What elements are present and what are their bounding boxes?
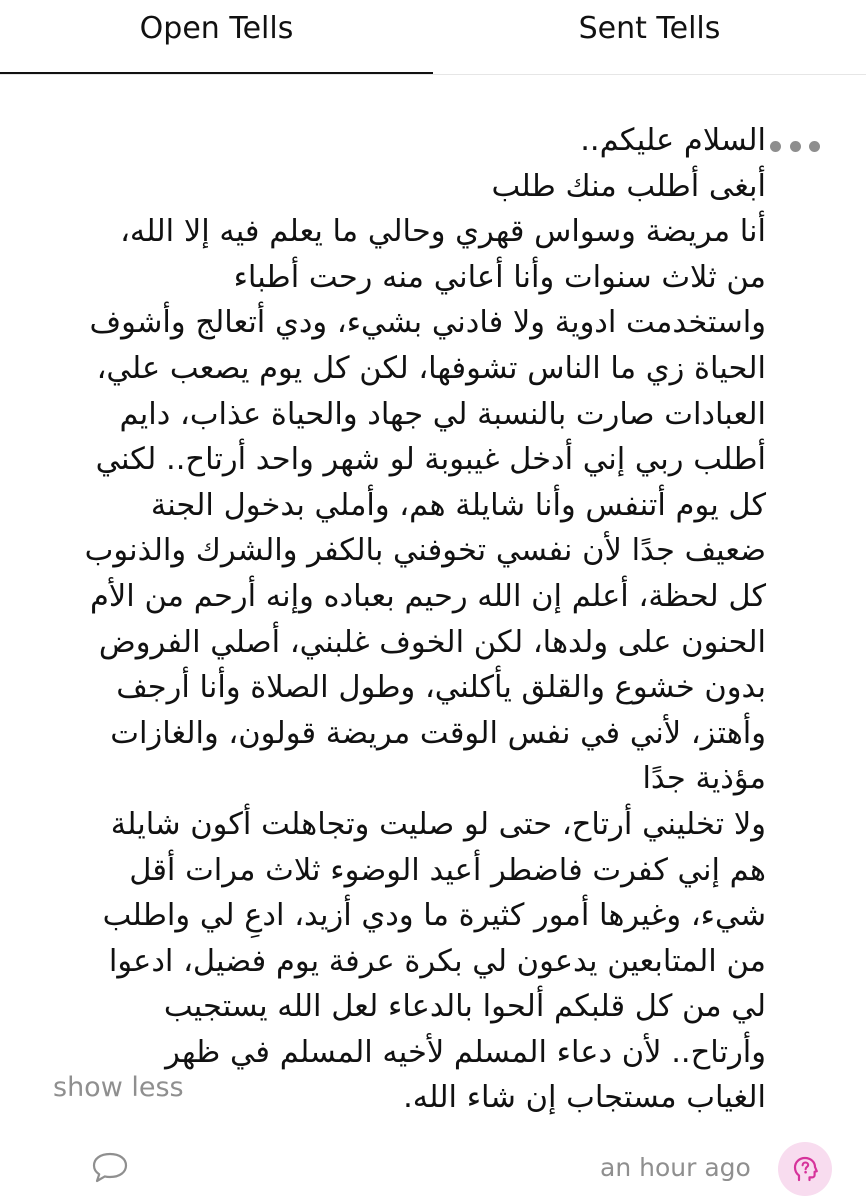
tell-message-body xyxy=(46,118,766,1121)
message-line: مؤذية جدًا xyxy=(642,761,766,797)
message-line: الحياة زي ما الناس تشوفها، لكن كل يوم يصعب علي، xyxy=(96,350,766,386)
message-line: السلام عليكم.. xyxy=(580,123,766,158)
message-line: بدون خشوع والقلق يأكلني، وطول الصلاة وأنا أرجف xyxy=(116,670,766,706)
tab-sent-tells-label: Sent Tells xyxy=(578,10,721,46)
message-line: من المتابعين يدعون لي بكرة عرفة يوم فضيل، ادعوا xyxy=(108,943,766,979)
more-options-icon xyxy=(770,141,781,152)
tab-open-tells-label: Open Tells xyxy=(139,10,294,46)
more-options-icon-dot xyxy=(809,141,820,152)
message-line: ضعيف جدًا لأن نفسي تخوفني بالكفر والشرك والذنوب xyxy=(84,533,766,569)
message-line: العبادات صارت بالنسبة لي جهاد والحياة عذاب، دايم xyxy=(119,396,766,432)
message-line: وأرتاح.. لأن دعاء المسلم لأخيه المسلم في ظهر xyxy=(165,1034,766,1070)
message-line: كل يوم أتنفس وأنا شايلة هم، وأملي بدخول الجنة xyxy=(150,487,766,523)
comment-bubble-icon xyxy=(90,1150,130,1186)
message-line: ولا تخليني أرتاح، حتى لو صليت وتجاهلت أكون شايلة xyxy=(110,806,766,842)
message-line: أنا مريضة وسواس قهري وحالي ما يعلم فيه إلا الله، xyxy=(120,214,766,250)
message-line: هم إني كفرت فاضطر أعيد الوضوء ثلاث مرات أقل xyxy=(129,852,766,888)
tab-divider xyxy=(0,74,866,75)
message-line: أبغى أطلب منك طلب xyxy=(491,168,766,204)
question-help-button[interactable] xyxy=(778,1142,832,1196)
message-line: واستخدمت ادوية ولا فادني بشيء، ودي أتعالج وأشوف xyxy=(89,305,766,341)
tab-bar xyxy=(0,0,866,74)
message-line: أطلب ربي إني أدخل غيبوبة لو شهر واحد أرتاح.. لكني xyxy=(95,442,766,478)
tab-open-tells[interactable] xyxy=(0,0,433,74)
message-line: من ثلاث سنوات وأنا أعاني منه رحت أطباء xyxy=(233,259,766,295)
message-line: الغياب مستجاب إن شاء الله. xyxy=(403,1080,766,1116)
message-line: شيء، وغيرها أمور كثيرة ما ودي أزيد، ادعِ لي واطلب xyxy=(102,898,766,934)
question-head-icon xyxy=(790,1154,820,1184)
timestamp: an hour ago xyxy=(600,1153,751,1182)
more-options-button[interactable] xyxy=(770,135,820,157)
tab-sent-tells[interactable] xyxy=(433,0,866,74)
message-line: كل لحظة، أعلم إن الله رحيم بعباده وإنه أرحم من الأم xyxy=(90,578,766,614)
message-line: وأهتز، لأني في نفس الوقت مريضة قولون، والغازات xyxy=(110,715,766,751)
comment-button[interactable] xyxy=(90,1150,130,1186)
show-less-link[interactable]: show less xyxy=(53,1072,184,1103)
more-options-icon-dot xyxy=(790,141,801,152)
message-line: الحنون على ولدها، لكن الخوف غلبني، أصلي الفروض xyxy=(98,624,766,660)
message-line: لي من كل قلبكم ألحوا بالدعاء لعل الله يستجيب xyxy=(163,989,766,1025)
